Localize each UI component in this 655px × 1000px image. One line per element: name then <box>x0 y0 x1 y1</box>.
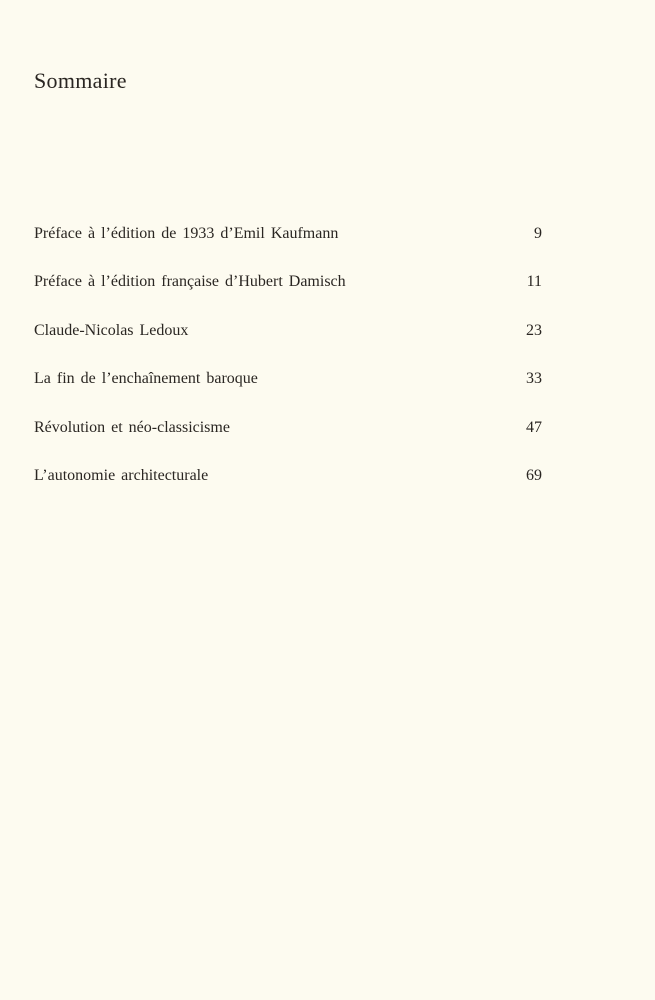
toc-entry-label: Claude-Nicolas Ledoux <box>34 321 189 339</box>
toc-entry-page: 33 <box>526 370 542 388</box>
toc-entry-page: 9 <box>534 225 542 242</box>
toc-entry-page: 11 <box>526 273 542 291</box>
toc-entry-label: Révolution et néo-classicisme <box>34 418 230 436</box>
toc-entry <box>34 316 542 364</box>
toc-entry-label: Préface à l’édition française d’Hubert Damisch <box>34 273 346 291</box>
toc-entry <box>34 364 542 412</box>
toc-entry-label: Préface à l’édition de 1933 d’Emil Kaufmann <box>34 225 339 242</box>
toc-entry-page: 47 <box>526 418 542 436</box>
table-of-contents <box>34 219 542 509</box>
toc-entry-label: L’autonomie architecturale <box>34 466 209 484</box>
toc-entry-page: 23 <box>526 321 542 339</box>
toc-entry-page: 69 <box>526 466 542 484</box>
toc-entry-label: La fin de l’enchaînement baroque <box>34 370 258 388</box>
toc-entry <box>34 267 542 315</box>
toc-entry <box>34 413 542 461</box>
page-title: Sommaire <box>34 68 127 93</box>
toc-entry <box>34 219 542 267</box>
toc-entry <box>34 461 542 509</box>
